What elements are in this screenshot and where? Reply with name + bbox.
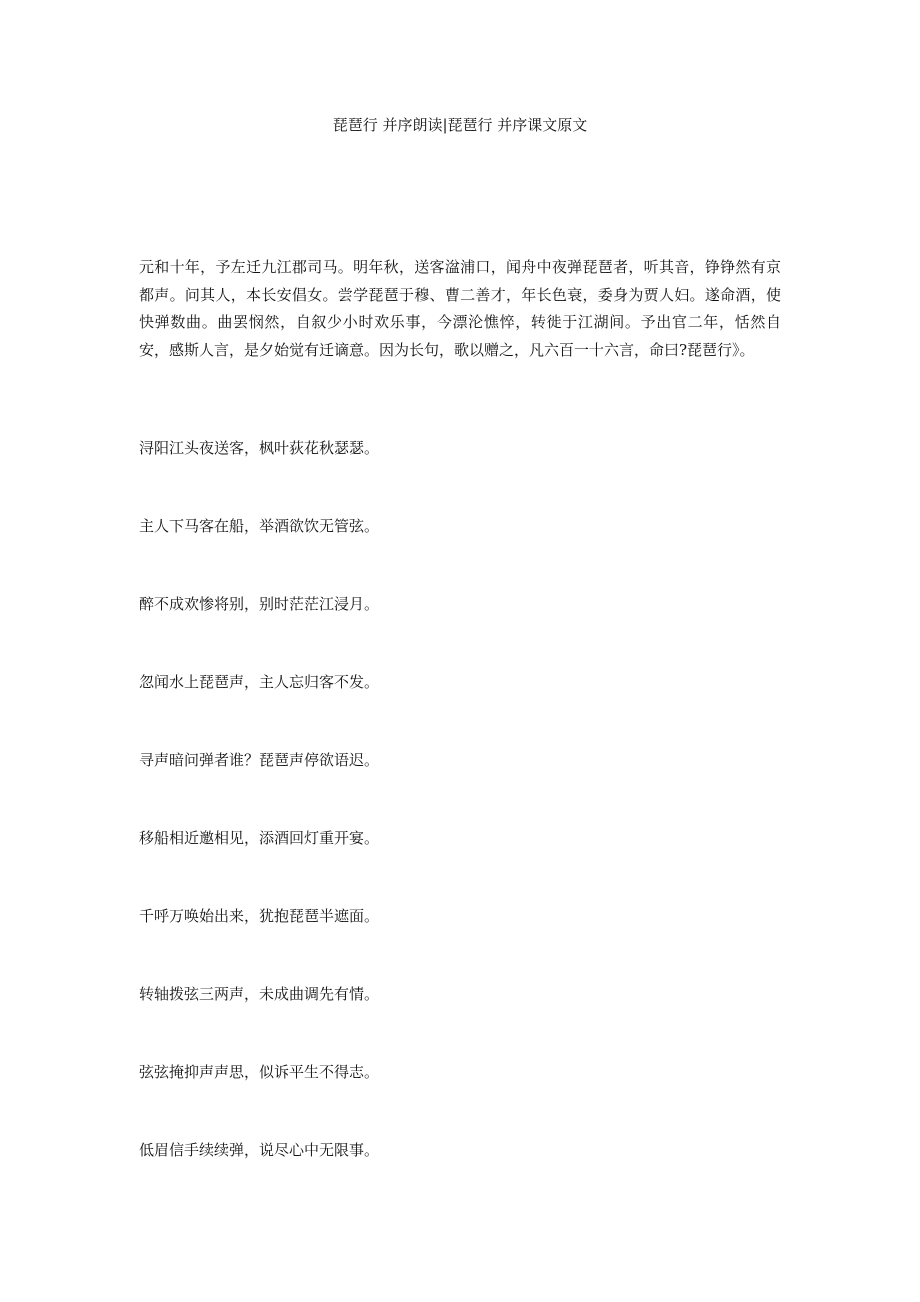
verse-line: 转轴拨弦三两声，未成曲调先有情。: [139, 985, 380, 1003]
verse-line: 低眉信手续续弹，说尽心中无限事。: [139, 1141, 380, 1159]
document-title: 琵琶行 并序朗读|琵琶行 并序课文原文: [332, 116, 588, 134]
verse-line: 千呼万唤始出来，犹抱琵琶半遮面。: [139, 907, 380, 925]
verse-line: 浔阳江头夜送客，枫叶荻花秋瑟瑟。: [139, 439, 380, 457]
verse-line: 忽闻水上琵琶声，主人忘归客不发。: [139, 673, 380, 691]
verse-line: 寻声暗问弹者谁？琵琶声停欲语迟。: [139, 751, 380, 769]
verse-line: 主人下马客在船，举酒欲饮无管弦。: [139, 517, 380, 535]
preface-paragraph: 元和十年，予左迁九江郡司马。明年秋，送客湓浦口，闻舟中夜弹琵琶者，听其音，铮铮然有京都声。问其人，本长安倡女。尝学琵琶于穆、曹二善才，年长色衰，委身为贾人妇。遂命酒，使快弹数曲。曲罢悯然，自叙少小时欢乐事，今漂沦憔悴，转徙于江湖间。予出官二年，恬然自安，感斯人言，是夕始觉有迁谪意。因为长句，歌以赠之，凡六百一十六言，命曰?琵琶行》。: [139, 258, 781, 359]
verse-line: 弦弦掩抑声声思，似诉平生不得志。: [139, 1063, 380, 1081]
verse-list: [139, 437, 781, 1217]
verse-line: 移船相近邀相见，添酒回灯重开宴。: [139, 829, 380, 847]
verse-line: 醉不成欢惨将别，别时茫茫江浸月。: [139, 595, 380, 613]
